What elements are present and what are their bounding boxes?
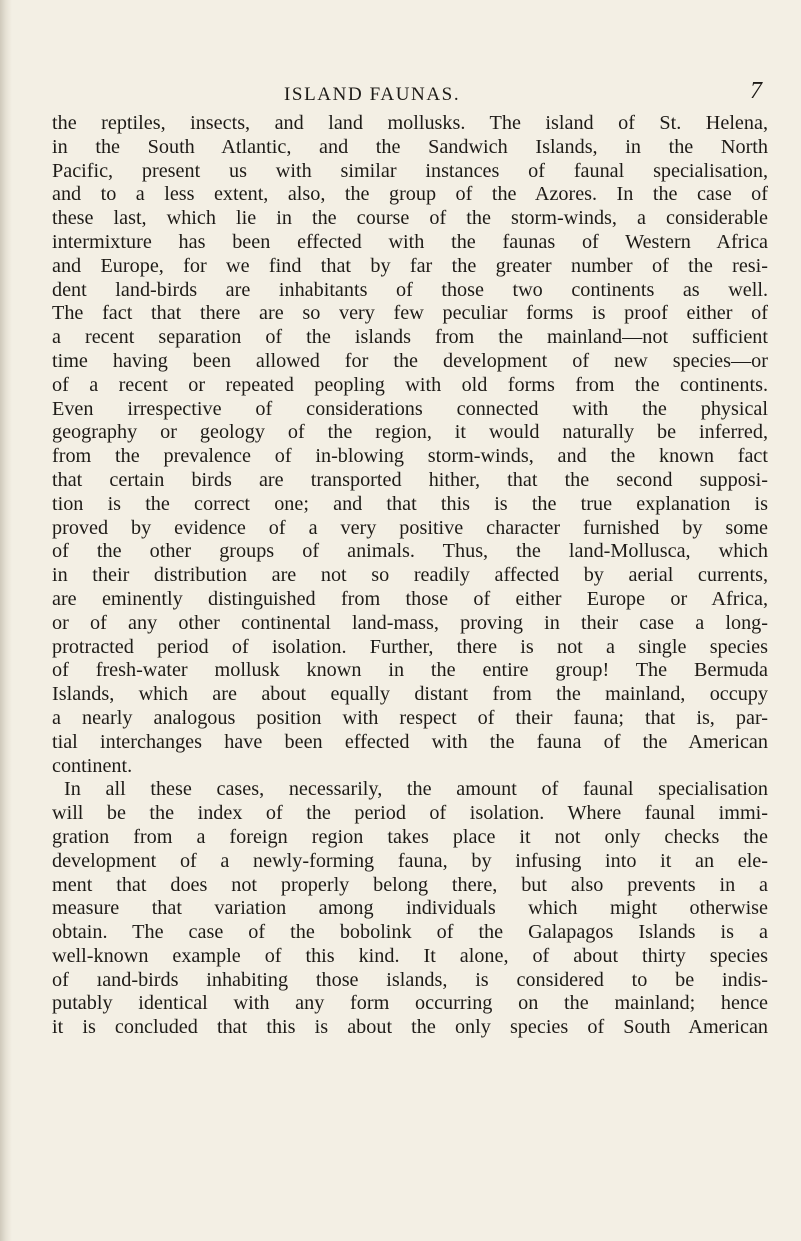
text-line: a recent separation of the islands from the mainland—not sufficient [52,326,768,349]
text-line: measure that variation among individuals which might otherwise [52,897,768,920]
text-line: of the other groups of animals. Thus, the land-Mollusca, which [52,540,768,563]
text-line: will be the index of the period of isolation. Where faunal immi- [52,802,768,825]
text-line: development of a newly-forming fauna, by infusing into it an ele- [52,849,768,872]
running-head: ISLAND FAUNAS. [284,84,461,105]
text-line: tial interchanges have been effected with the fauna of the American [52,730,768,753]
text-line: the reptiles, insects, and land mollusks. The island of St. Helena, [52,112,768,134]
text-line: these last, which lie in the course of the storm-winds, a considerable [52,207,768,230]
text-line: tion is the correct one; and that this is the true explanation is [52,492,768,515]
page-header [52,76,768,112]
text-line: are eminently distinguished from those of either Europe or Africa, [52,587,768,610]
text-line: putably identical with any form occurring on the mainland; hence [52,992,768,1015]
text-line: continent. [52,754,133,777]
text-line: Islands, which are about equally distant from the mainland, occupy [52,683,768,706]
text-line: of a recent or repeated peopling with old forms from the continents. [52,373,768,396]
text-line: from the prevalence of in-blowing storm-winds, and the known fact [52,445,768,468]
book-page [52,76,768,1040]
text-line: intermixture has been effected with the faunas of Western Africa [52,230,768,253]
text-line: that certain birds are transported hither, that the second supposi- [52,468,768,491]
text-line: a nearly analogous position with respect of their fauna; that is, par- [52,706,768,729]
text-line: and to a less extent, also, the group of the Azores. In the case of [52,183,768,206]
text-line: time having been allowed for the development of new species—or [52,349,768,372]
text-line: Even irrespective of considerations connected with the physical [52,397,768,420]
text-line: dent land-birds are inhabitants of those two continents as well. [52,278,768,301]
text-line: it is concluded that this is about the only species of South American [52,1016,768,1039]
text-line: of fresh-water mollusk known in the entire group! The Bermuda [52,659,768,682]
text-line: and Europe, for we find that by far the greater number of the resi- [52,254,768,277]
book-gutter-shadow [0,0,12,1241]
text-line: in the South Atlantic, and the Sandwich Islands, in the North [52,135,768,158]
text-line: well-known example of this kind. It alone, of about thirty species [52,944,768,967]
text-line: In all these cases, necessarily, the amount of faunal specialisation [64,778,768,801]
text-line: protracted period of isolation. Further, there is not a single species [52,635,768,658]
text-line: geography or geology of the region, it would naturally be inferred, [52,421,768,444]
text-line: obtain. The case of the bobolink of the Galapagos Islands is a [52,921,768,944]
text-line: in their distribution are not so readily affected by aerial currents, [52,564,768,587]
text-line: or of any other continental land-mass, proving in their case a long- [52,611,768,634]
text-line: proved by evidence of a very positive character furnished by some [52,516,768,539]
paragraph-2 [52,778,768,1040]
text-line: The fact that there are so very few peculiar forms is proof either of [52,302,768,325]
text-line: Pacific, present us with similar instances of faunal specialisation, [52,159,768,182]
body-text [52,112,768,1040]
text-line: gration from a foreign region takes place it not only checks the [52,825,768,848]
page-number: 7 [750,78,762,104]
text-line: of ıand-birds inhabiting those islands, is considered to be indis- [52,968,768,991]
paragraph-1 [52,112,768,778]
text-line: ment that does not properly belong there, but also prevents in a [52,873,768,896]
